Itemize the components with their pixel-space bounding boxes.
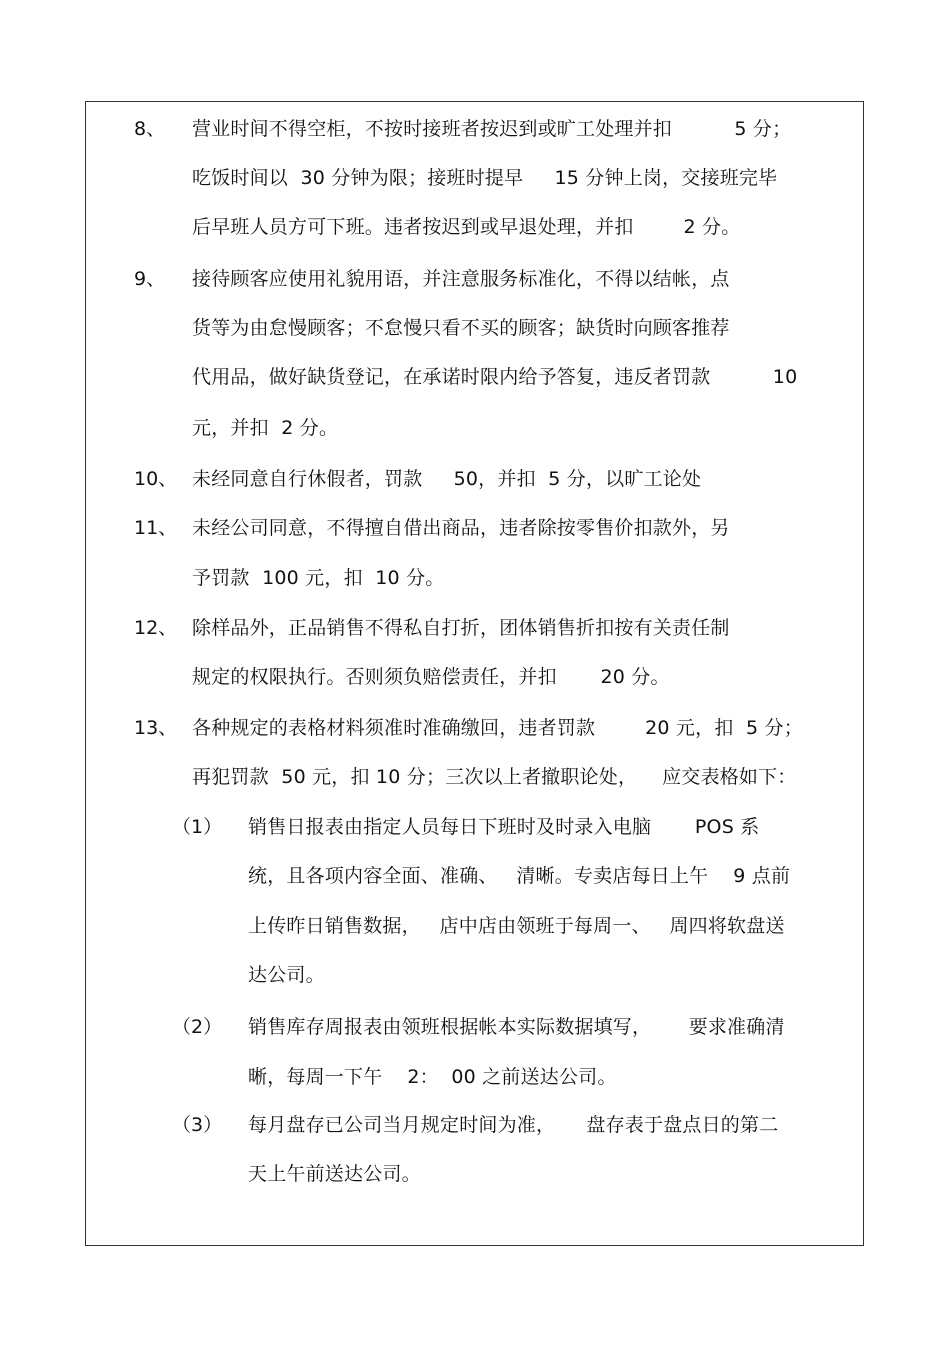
item-text-line: 营业时间不得空柜，不按时接班者按迟到或旷工处理并扣 5 分；	[192, 118, 792, 140]
item-number: 11、	[134, 517, 178, 539]
item-number: 9、	[134, 268, 166, 290]
subitem-number: （3）	[172, 1114, 223, 1136]
item-text-line: 后早班人员方可下班。违者按迟到或早退处理，并扣 2 分。	[192, 216, 741, 238]
subitem-text-line: 天上午前送达公司。	[248, 1163, 421, 1185]
subitem-text-line: 每月盘存已公司当月规定时间为准， 盘存表于盘点日的第二	[248, 1114, 779, 1136]
item-text-line: 接待顾客应使用礼貌用语，并注意服务标准化，不得以结帐，点	[192, 268, 730, 290]
item-text-line: 各种规定的表格材料须准时准确缴回，违者罚款 20 元，扣 5 分；	[192, 717, 803, 739]
subitem-text-line: 上传昨日销售数据， 店中店由领班于每周一、 周四将软盘送	[248, 915, 785, 937]
item-text-line: 元，并扣 2 分。	[192, 417, 339, 439]
subitem-text-line: 销售日报表由指定人员每日下班时及时录入电脑 POS 系	[248, 816, 760, 838]
subitem-number: （1）	[172, 816, 223, 838]
item-text-line: 未经同意自行休假者，罚款 50，并扣 5 分，以旷工论处	[192, 468, 702, 490]
subitem-text-line: 晰，每周一下午 2： 00 之前送达公司。	[248, 1066, 617, 1088]
item-text-line: 货等为由怠慢顾客；不怠慢只看不买的顾客；缺货时向顾客推荐	[192, 317, 730, 339]
item-text-line: 规定的权限执行。否则须负赔偿责任，并扣 20 分。	[192, 666, 670, 688]
item-text-line: 再犯罚款 50 元，扣 10 分；三次以上者撤职论处， 应交表格如下：	[192, 766, 797, 788]
item-text-line: 予罚款 100 元，扣 10 分。	[192, 567, 445, 589]
item-text-line: 除样品外，正品销售不得私自打折，团体销售折扣按有关责任制	[192, 617, 730, 639]
subitem-text-line: 统，且各项内容全面、准确、 清晰。专卖店每日上午 9 点前	[248, 865, 791, 887]
item-text-line: 未经公司同意，不得擅自借出商品，违者除按零售价扣款外，另	[192, 517, 730, 539]
item-text-line: 吃饭时间以 30 分钟为限；接班时提早 15 分钟上岗，交接班完毕	[192, 167, 778, 189]
subitem-text-line: 销售库存周报表由领班根据帐本实际数据填写， 要求准确清	[248, 1016, 785, 1038]
item-text-line: 代用品，做好缺货登记，在承诺时限内给予答复，违反者罚款 10	[192, 366, 798, 388]
item-number: 12、	[134, 617, 178, 639]
subitem-number: （2）	[172, 1016, 223, 1038]
item-number: 13、	[134, 717, 178, 739]
item-number: 10、	[134, 468, 178, 490]
item-number: 8、	[134, 118, 166, 140]
subitem-text-line: 达公司。	[248, 964, 325, 986]
